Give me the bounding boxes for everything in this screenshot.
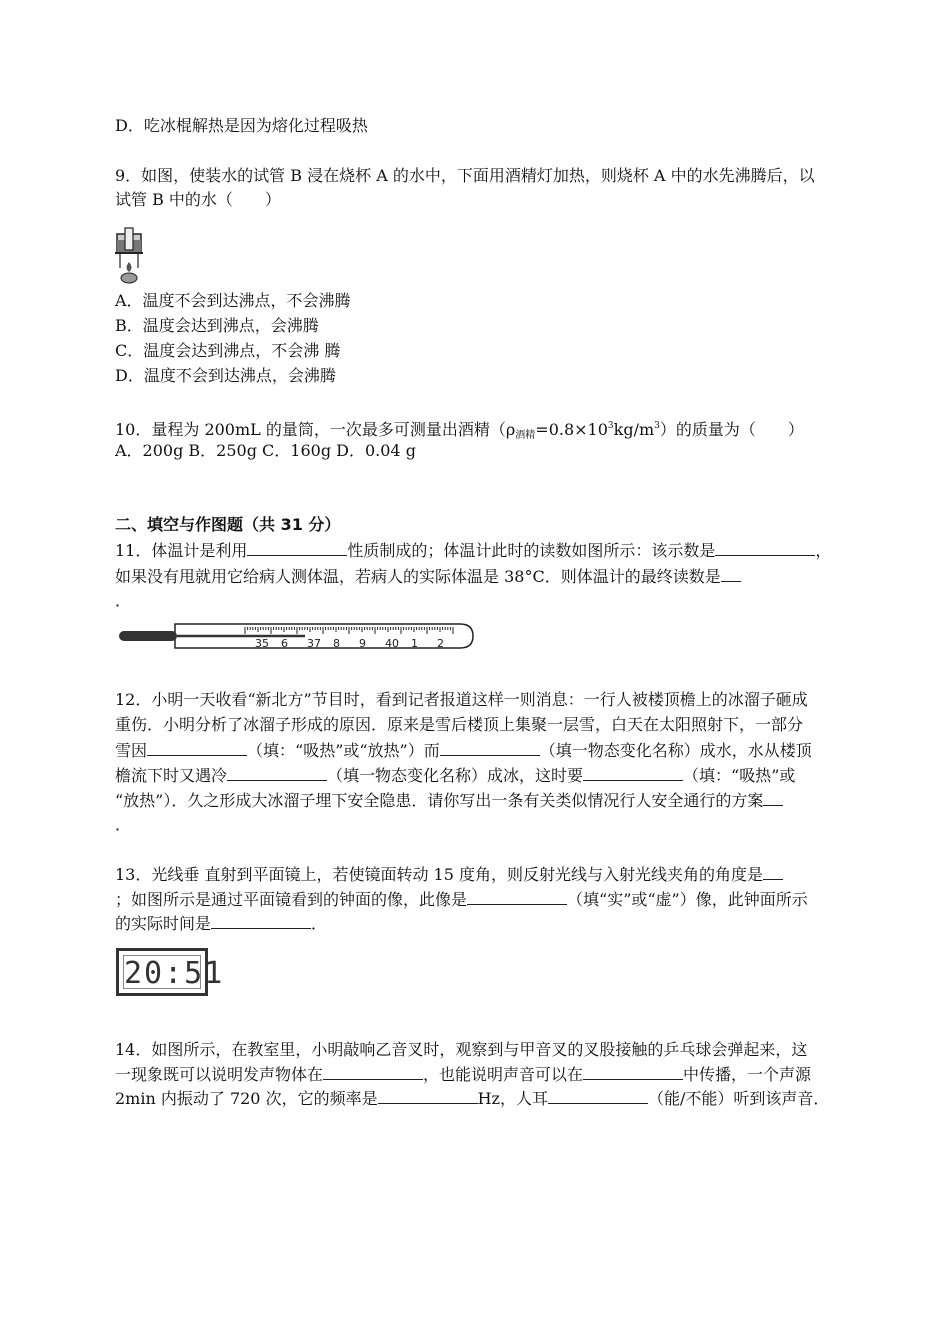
q10-stem-mid2: kg/m: [613, 420, 655, 439]
q11-l1c: ，: [815, 541, 832, 560]
q12-blank-3[interactable]: [227, 765, 327, 781]
q10-sup1: 3: [607, 421, 614, 431]
q12-blank-2[interactable]: [440, 740, 540, 756]
q13-l2b: （填“实”或“虚”）像，此钟面所示: [567, 890, 808, 909]
q11-blank-3[interactable]: [721, 566, 741, 582]
q12-line4: [115, 765, 795, 786]
q12-l3c: （填一物态变化名称）成水，水从楼顶: [539, 741, 812, 760]
q11-line2: [115, 566, 741, 587]
q12-line1: 12．小明一天收看“新北方”节目时，看到记者报道这样一则消息：一行人被楼顶檐上的冰溜子砸成: [115, 690, 808, 709]
q14-line2: [115, 1064, 811, 1085]
q13-line3: [115, 913, 327, 934]
q11-l1b: 性质制成的；体温计此时的读数如图所示：该示数是: [347, 541, 716, 560]
q12-line3: [115, 740, 812, 761]
q10-stem-post: ）的质量为（ ）: [659, 420, 804, 439]
q12-blank-5[interactable]: [763, 790, 783, 806]
q11-l2: 如果没有甩就用它给病人测体温，若病人的实际体温是 38°C．则体温计的最终读数是: [115, 567, 721, 586]
thermometer-label: 2: [437, 637, 444, 650]
q14-blank-4[interactable]: [548, 1088, 648, 1104]
q11-blank-1[interactable]: [247, 540, 347, 556]
beaker-testtube-figure: [115, 224, 145, 286]
q9-option-d: D．温度不会到达沸点，会沸腾: [115, 366, 336, 385]
q9-option-b: B．温度会达到沸点，会沸腾: [115, 316, 319, 335]
q12-blank-1[interactable]: [147, 740, 247, 756]
thermometer-label: 35: [255, 637, 269, 650]
q13-blank-1[interactable]: [763, 864, 783, 880]
q9-option-c: C．温度会达到沸点，不会沸 腾: [115, 341, 341, 360]
section2-title: 二、填空与作图题（共 31 分）: [115, 515, 341, 534]
q12-l3b: （填：“吸热”或“放热”）而: [247, 741, 440, 760]
q9-option-a: A．温度不会到达沸点，不会沸腾: [115, 291, 351, 310]
q13-blank-2[interactable]: [467, 889, 567, 905]
q12-line2: 重伤．小明分析了冰溜子形成的原因．原来是雪后楼顶上集聚一层雪，白天在太阳照射下，一部分: [115, 715, 804, 734]
q11-line3: ．: [115, 591, 132, 610]
q14-l3a: 2min 内振动了 720 次，它的频率是: [115, 1089, 378, 1108]
thermometer-label: 6: [281, 637, 288, 650]
q14-l2a: 一现象既可以说明发声物体在: [115, 1065, 324, 1084]
thermometer-figure: [115, 619, 477, 653]
q12-blank-4[interactable]: [583, 765, 683, 781]
q12-line6: ．: [115, 815, 132, 834]
q14-l3c: （能/不能）听到该声音．: [647, 1089, 830, 1108]
thermometer-label: 37: [307, 637, 321, 650]
q13-line2: [115, 889, 808, 910]
q8-option-d: D．吃冰棍解热是因为熔化过程吸热: [115, 116, 368, 135]
q13-l1: 13．光线垂 直射到平面镜上，若使镜面转动 15 度角，则反射光线与入射光线夹角的角度是: [115, 865, 763, 884]
thermometer-label: 1: [411, 637, 418, 650]
q14-blank-1[interactable]: [323, 1064, 423, 1080]
q12-l4c: （填：“吸热”或: [683, 766, 796, 785]
q10-stem-pre: 10．量程为 200mL 的量筒，一次最多可测量出酒精（ρ: [115, 420, 516, 439]
q14-blank-2[interactable]: [583, 1064, 683, 1080]
q10-sup2: 3: [654, 421, 660, 431]
q9-stem-line2: 试管 B 中的水（ ）: [115, 190, 281, 209]
q12-l3a: 雪因: [115, 741, 148, 760]
q13-line1: [115, 864, 783, 885]
q12-line5: [115, 790, 783, 811]
q11-blank-2[interactable]: [715, 540, 815, 556]
q12-l5: “放热”）．久之形成大冰溜子埋下安全隐患．请你写出一条有关类似情况行人安全通行的方案: [115, 791, 764, 810]
q11-line1: [115, 540, 831, 561]
q13-blank-3[interactable]: [211, 913, 311, 929]
q14-l3b: Hz，人耳: [477, 1089, 548, 1108]
q10-options: A．200g B．250g C．160g D．0.04 g: [115, 441, 416, 460]
q14-l2c: 中传播，一个声源: [683, 1065, 812, 1084]
q10-stem-mid: =0.8×10: [535, 420, 608, 439]
q12-l4b: （填一物态变化名称）成冰，这时要: [327, 766, 584, 785]
q14-l2b: ，也能说明声音可以在: [423, 1065, 584, 1084]
q13-l3b: ．: [311, 914, 328, 933]
q13-l3a: 的实际时间是: [115, 914, 212, 933]
q9-stem-line1: 9．如图，使装水的试管 B 浸在烧杯 A 的水中，下面用酒精灯加热，则烧杯 A 中的水先沸腾后，以: [115, 166, 815, 185]
q14-blank-3[interactable]: [378, 1088, 478, 1104]
thermometer-label: 9: [359, 637, 366, 650]
digital-clock-figure: [116, 948, 225, 996]
q14-line3: [115, 1088, 829, 1109]
q10-subscript: 酒精: [515, 430, 536, 441]
q13-l2a: ；如图所示是通过平面镜看到的钟面的像，此像是: [115, 890, 468, 909]
q14-line1: 14．如图所示，在教室里，小明敲响乙音叉时，观察到与甲音叉的叉股接触的乒乓球会弹起来，这: [115, 1040, 808, 1059]
q12-l4a: 檐流下时又遇冷: [115, 766, 228, 785]
thermometer-label: 40: [385, 637, 399, 650]
clock-digits: 20:51: [124, 956, 225, 991]
thermometer-label: 8: [333, 637, 340, 650]
q11-l1a: 11．体温计是利用: [115, 541, 248, 560]
